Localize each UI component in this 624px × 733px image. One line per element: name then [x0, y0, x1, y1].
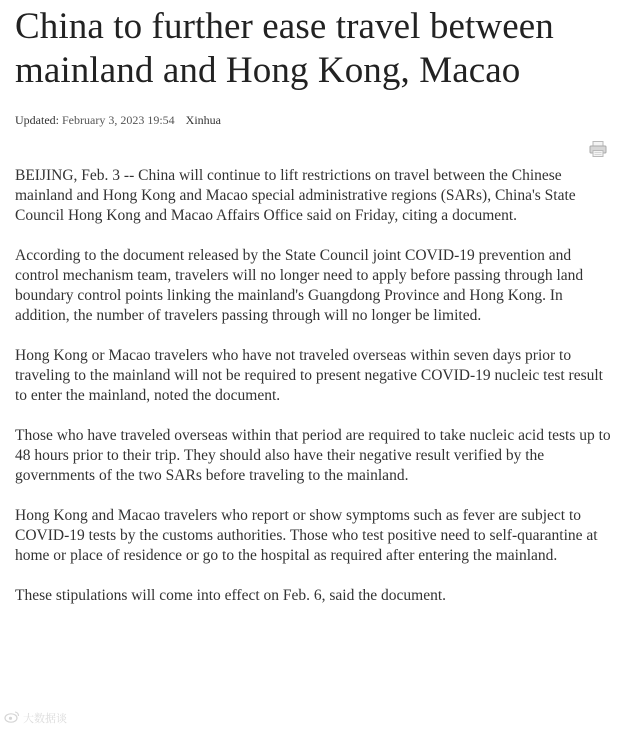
- article-tools: [15, 128, 615, 164]
- weibo-logo-icon: [4, 710, 20, 726]
- watermark: [4, 710, 67, 726]
- watermark-text: 大数据谈: [23, 712, 67, 725]
- article-body: [15, 166, 615, 606]
- article-paragraph: Hong Kong and Macao travelers who report or show symptoms such as fever are subject to COVID-19 tests by the customs authorities. Those who test positive need to self-quarantine at home or place of residence or go to the hospital as required after entering the mainland.: [15, 507, 598, 564]
- article-paragraph: Hong Kong or Macao travelers who have not traveled overseas within seven days prior to traveling to the mainland will not be required to present negative COVID-19 nucleic test result to enter the mainland, noted the document.: [15, 347, 603, 404]
- article-paragraph: BEIJING, Feb. 3 -- China will continue to lift restrictions on travel between the Chinese mainland and Hong Kong and Macao special administrative regions (SARs), China's State Council Hong Kong and Macao Affairs Office said on Friday, citing a document.: [15, 167, 576, 224]
- printer-icon[interactable]: [589, 140, 607, 158]
- article-paragraph: These stipulations will come into effect on Feb. 6, said the document.: [15, 587, 447, 604]
- article: [15, 0, 615, 626]
- updated-date: February 3, 2023 19:54: [62, 113, 175, 127]
- updated-label: Updated:: [15, 113, 59, 127]
- article-source: Xinhua: [185, 113, 221, 127]
- article-paragraph: According to the document released by the State Council joint COVID-19 prevention and control mechanism team, travelers will no longer need to apply before passing through land boundary control points linking the mainland's Guangdong Province and Hong Kong. In addition, the number of travelers passing through will no longer be limited.: [15, 247, 584, 324]
- article-meta: [15, 112, 615, 128]
- article-paragraph: Those who have traveled overseas within that period are required to take nucleic acid tests up to 48 hours prior to their trip. They should also have their negative result verified by the governments of the two SARs before traveling to the mainland.: [15, 427, 611, 484]
- article-headline: China to further ease travel between mainland and Hong Kong, Macao: [15, 6, 554, 91]
